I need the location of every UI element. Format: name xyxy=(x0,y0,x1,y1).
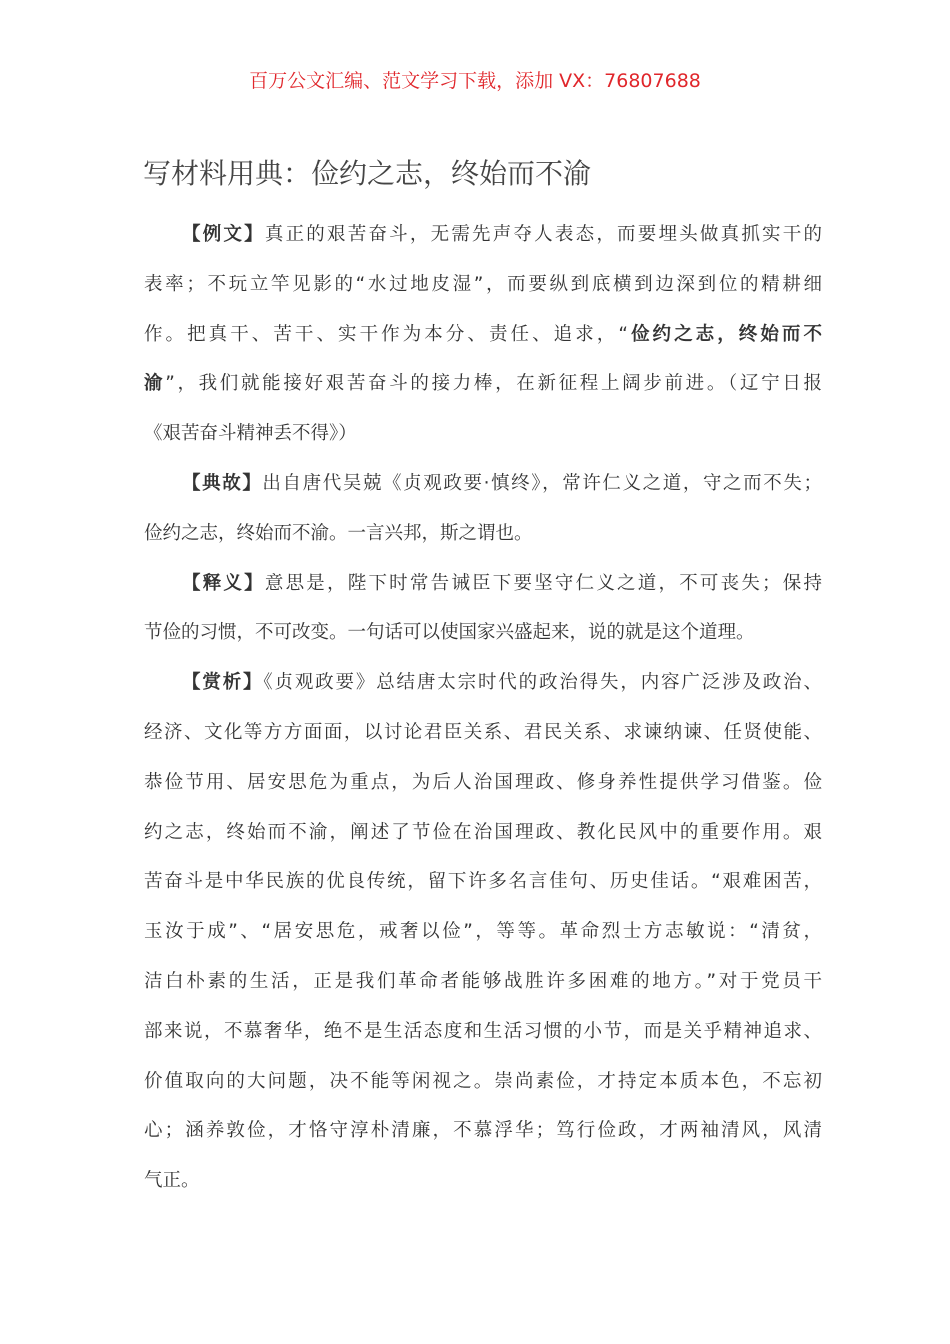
text-segment: 《贞观政要》总结唐太宗时代的政治得失，内容广泛涉及政治、 xyxy=(263,672,822,694)
text-line xyxy=(144,409,822,459)
article-body xyxy=(144,210,822,1206)
text-line xyxy=(144,1057,822,1107)
text-segment: 《艰苦奋斗精神丢不得》） xyxy=(144,423,357,445)
text-line xyxy=(144,310,822,360)
bold-text: 【典故】 xyxy=(182,472,263,494)
text-segment: 气正。 xyxy=(144,1170,200,1192)
text-line xyxy=(144,808,822,858)
text-line xyxy=(144,708,822,758)
text-segment: 价值取向的大问题，决不能等闲视之。崇尚素俭，才持定本质本色，不忘初 xyxy=(144,1070,822,1092)
text-line xyxy=(144,260,822,310)
bold-text: 【释义】 xyxy=(182,572,265,594)
text-line xyxy=(144,509,822,559)
text-segment: 出自唐代吴兢《贞观政要·慎终》，常许仁义之道，守之而不失； xyxy=(262,472,822,494)
text-segment: 节俭的习惯，不可改变。一句话可以使国家兴盛起来，说的就是这个道理。 xyxy=(144,622,755,644)
text-segment: 作。把真干、苦干、实干作为本分、责任、追求，“ xyxy=(144,323,628,345)
text-segment: 恭俭节用、居安思危为重点，为后人治国理政、修身养性提供学习借鉴。俭 xyxy=(144,771,822,793)
text-segment: 经济、文化等方方面面，以讨论君臣关系、君民关系、求谏纳谏、任贤使能、 xyxy=(144,721,822,743)
bold-text: 【赏析】 xyxy=(182,672,264,694)
text-line xyxy=(144,1007,822,1057)
text-segment: 意思是，陛下时常告诫臣下要坚守仁义之道，不可丧失；保持 xyxy=(264,572,822,594)
text-segment: 俭约之志，终始而不渝。一言兴邦，斯之谓也。 xyxy=(144,522,533,544)
bold-text: 俭约之志，终始而不 xyxy=(627,323,822,345)
watermark-banner: 百万公文汇编、范文学习下载，添加 VX：76807688 xyxy=(249,70,701,92)
text-line xyxy=(144,559,822,609)
text-segment: 苦奋斗是中华民族的优良传统，留下许多名言佳句、历史佳话。“艰难困苦， xyxy=(144,871,822,893)
text-line xyxy=(144,359,822,409)
bold-text: 渝 xyxy=(144,373,166,395)
text-segment: 部来说，不慕奢华，绝不是生活态度和生活习惯的小节，而是关乎精神追求、 xyxy=(144,1020,822,1042)
text-line xyxy=(144,957,822,1007)
text-line xyxy=(144,658,822,708)
text-line xyxy=(144,1106,822,1156)
text-segment: 心；涵养敦俭，才恪守淳朴清廉，不慕浮华；笃行俭政，才两袖清风，风清 xyxy=(144,1120,822,1142)
text-line xyxy=(144,857,822,907)
text-line xyxy=(144,210,822,260)
text-line xyxy=(144,608,822,658)
text-segment: 真正的艰苦奋斗，无需先声夺人表态，而要埋头做真抓实干的 xyxy=(264,224,822,245)
text-line xyxy=(144,758,822,808)
text-segment: 洁白朴素的生活，正是我们革命者能够战胜许多困难的地方。”对于党员干 xyxy=(144,970,822,992)
text-line xyxy=(144,1156,822,1206)
text-line xyxy=(144,907,822,957)
text-line xyxy=(144,459,822,509)
text-segment: ”，我们就能接好艰苦奋斗的接力棒，在新征程上阔步前进。（辽宁日报 xyxy=(165,373,822,395)
bold-text: 【例文】 xyxy=(182,224,265,245)
text-segment: 玉汝于成”、“居安思危，戒奢以俭”，等等。革命烈士方志敏说：“清贫， xyxy=(144,921,822,943)
text-segment: 表率；不玩立竿见影的“水过地皮湿”，而要纵到底横到边深到位的精耕细 xyxy=(144,273,822,295)
page-title: 写材料用典：俭约之志，终始而不渝 xyxy=(143,157,592,190)
text-segment: 约之志，终始而不渝，阐述了节俭在治国理政、教化民风中的重要作用。艰 xyxy=(144,821,822,843)
